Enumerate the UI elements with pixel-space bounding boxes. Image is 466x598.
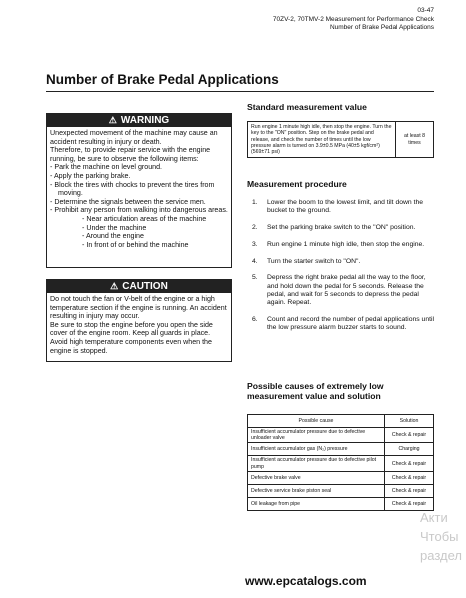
procedure-step: 4. Turn the starter switch to "ON". [252,257,361,265]
procedure-list [247,199,434,341]
cause-cell: Insufficient accumulator gas (N₂) pressure [248,443,385,456]
caution-heading: CAUTION [122,281,168,292]
watermark-line-1: Акти [420,510,448,525]
solution-cell: Check & repair [385,428,434,443]
cause-cell: Defective service brake piston seal [248,484,385,497]
title-rule [46,91,434,92]
warning-box [46,113,232,268]
watermark-line-2: Чтобы [420,529,459,544]
page-number: 03-47 [417,7,434,14]
standard-heading: Standard measurement value [247,102,367,112]
procedure-step: 6. Count and record the number of pedal applications until the low pressure alarm buzzer starts to sound. [252,316,435,332]
table-row [248,471,434,484]
caution-text-3: Avoid high temperature components even when the engine is stopped. [50,337,212,355]
warning-item: - Prohibit any person from walking into dangerous areas. [50,206,228,215]
standard-table [247,121,434,158]
warning-item: - Park the machine on level ground. [50,163,162,172]
warning-header [47,114,231,127]
standard-value: at least 8 times [396,122,434,158]
caution-box [46,279,232,362]
warning-subitem: - In front of or behind the machine [82,240,189,249]
solution-cell: Check & repair [385,471,434,484]
caution-text: Do not touch the fan or V-belt of the engine or a high temperature section if the engine is running. An accident resulting in injury may occur. [50,295,227,321]
warning-sublist [50,215,228,249]
cause-cell: Oil leakage from pipe [248,497,385,510]
warning-list [50,163,228,215]
table-row [248,484,434,497]
warning-subitem: - Around the engine [82,232,144,241]
warning-triangle-icon: ⚠ [108,115,117,125]
cause-cell: Insufficient accumulator pressure due to defective pilot pump [248,456,385,471]
caution-header [47,280,231,293]
procedure-step: 3. Run engine 1 minute high idle, then stop the engine. [252,240,425,248]
solution-cell: Check & repair [385,456,434,471]
table-row [248,428,434,443]
warning-item: - Apply the parking brake. [50,171,131,180]
solution-cell: Check & repair [385,484,434,497]
warning-intro: Unexpected movement of the machine may cause an accident resulting in injury or death. [50,129,218,146]
procedure-heading: Measurement procedure [247,179,347,189]
causes-col-solution: Solution [385,415,434,428]
table-row [248,456,434,471]
solution-cell: Charging [385,443,434,456]
warning-heading: WARNING [120,115,170,126]
footer-url[interactable]: www.epcatalogs.com [245,574,367,588]
table-row [248,443,434,456]
procedure-step: 5. Depress the right brake pedal all the way to the floor, and hold down the pedal for 5 seconds. Release the pedal, and wait for 5 seconds to depress the pedal again. Repeat. [252,274,426,307]
activation-watermark [420,508,466,565]
header-line-2: Number of Brake Pedal Applications [329,24,434,31]
watermark-line-3: раздел [420,548,462,563]
header-line-1: 70ZV-2, 70TMV-2 Measurement for Performance Check [272,16,434,23]
solution-cell: Check & repair [385,497,434,510]
warning-subitem: - Near articulation areas of the machine [82,214,207,223]
cause-cell: Defective brake valve [248,471,385,484]
caution-text-2: Be sure to stop the engine before you open the side cover of the engine room. Keep all guards in place. [50,320,213,338]
causes-heading: Possible causes of extremely low measurement value and solution [247,381,384,401]
procedure-step: 1. Lower the boom to the lowest limit, and tilt down the bucket to the ground. [252,199,424,215]
causes-table [247,414,434,511]
causes-col-cause: Possible cause [248,415,385,428]
procedure-step: 2. Set the parking brake switch to the "ON" position. [252,224,416,232]
warning-text: Therefore, to provide repair service with the engine running, be sure to observe the following items: [50,146,211,163]
caution-triangle-icon: ⚠ [110,281,119,291]
cause-cell: Insufficient accumulator pressure due to defective unloader valve [248,428,385,443]
warning-item: - Block the tires with chocks to prevent the tires from moving. [50,180,215,198]
warning-item: - Determine the signals between the service men. [50,197,206,206]
page-title: Number of Brake Pedal Applications [46,72,279,87]
warning-subitem: - Under the machine [82,223,147,232]
table-row [248,497,434,510]
standard-condition: Run engine 1 minute high idle, then stop the engine. Turn the key to the "ON" position. Step on the brake pedal and release, and check the number of times until the low pressure alarm is turned on 3.9±0.5 MPa (40±5 kgf/cm²) (569±71 psi) [248,122,396,158]
